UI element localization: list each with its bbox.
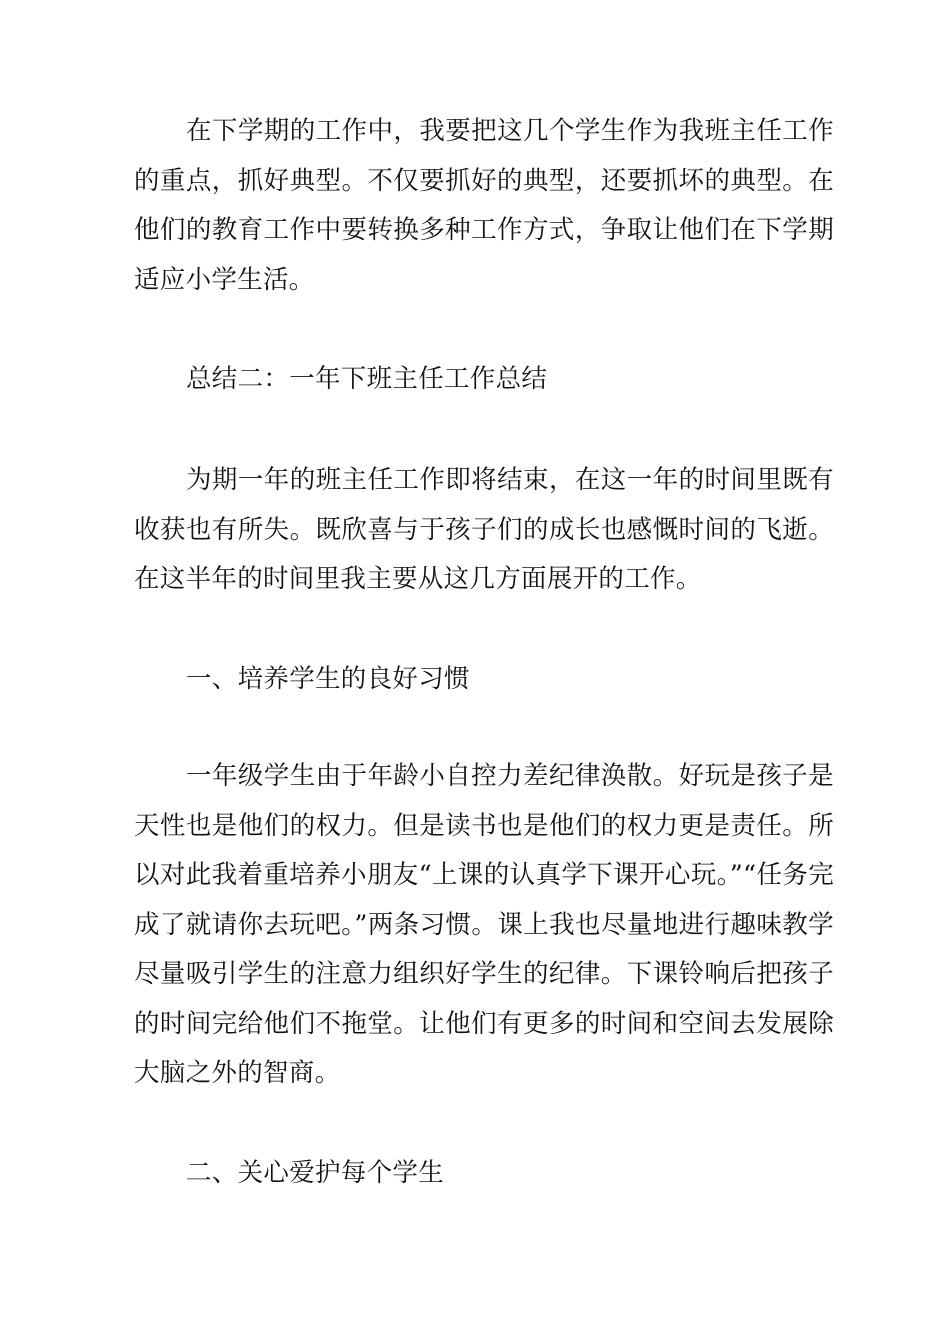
paragraph-intro: 为期一年的班主任工作即将结束，在这一年的时间里既有收获也有所失。既欣喜与于孩子们的成长也感慨时间的飞逝。在这半年的时间里我主要从这几方面展开的工作。: [134, 465, 834, 594]
heading-care-for-students: 二、关心爱护每个学生: [186, 1158, 445, 1188]
heading-good-habits: 一、培养学生的良好习惯: [186, 664, 470, 694]
paragraph-good-habits: 一年级学生由于年龄小自控力差纪律涣散。好玩是孩子是天性也是他们的权力。但是读书也是他们的权力更是责任。所以对此我着重培养小朋友“上课的认真学下课开心玩。”“任务完成了就请你去玩吧。”两条习惯。课上我也尽量地进行趣味教学尽量吸引学生的注意力组织好学生的纪律。下课铃响后把孩子的时间完给他们不拖堂。让他们有更多的时间和空间去发展除大脑之外的智商。: [134, 761, 834, 1088]
paragraph-next-term-plan: 在下学期的工作中，我要把这几个学生作为我班主任工作的重点，抓好典型。不仅要抓好的典型，还要抓坏的典型。在他们的教育工作中要转换多种工作方式，争取让他们在下学期适应小学生活。: [134, 116, 834, 295]
section-title-summary-two: 总结二：一年下班主任工作总结: [186, 364, 548, 394]
